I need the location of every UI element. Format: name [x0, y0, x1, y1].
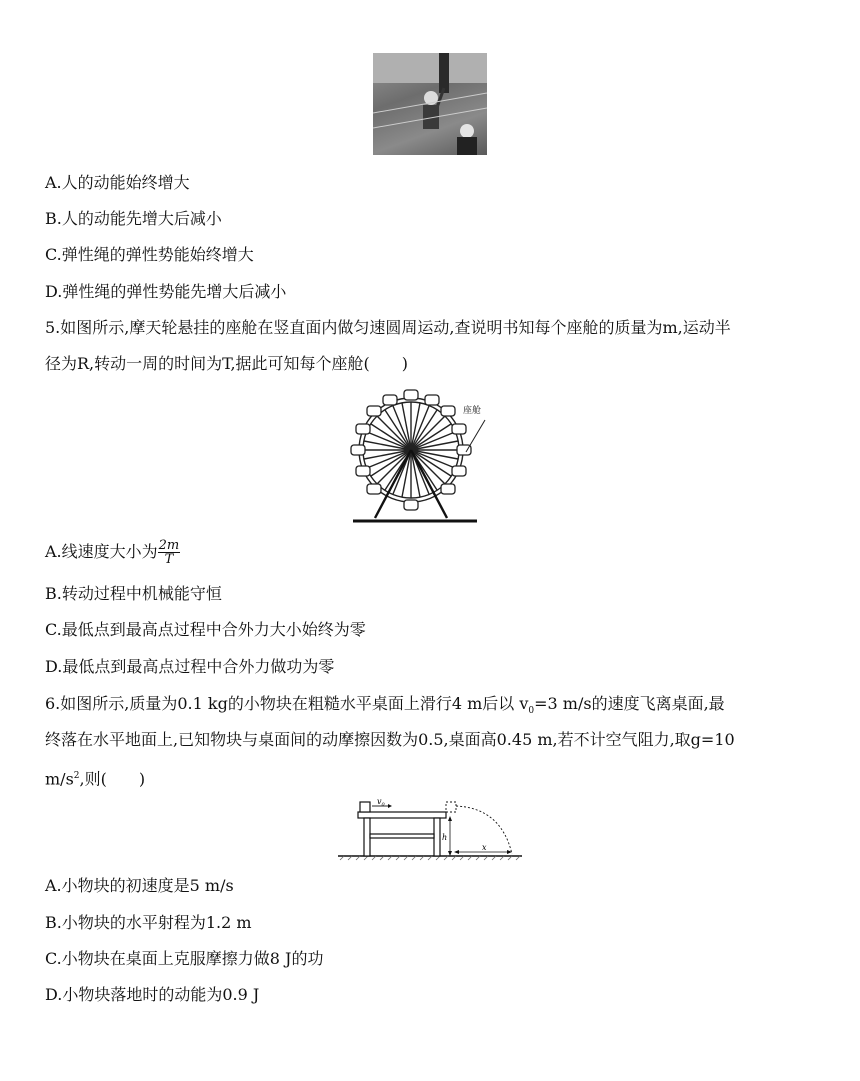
q5-stem-line2: 径为R,转动一周的时间为T,据此可知每个座舱( ): [45, 354, 409, 373]
v-subscript: 0: [381, 802, 385, 808]
q6-option-c: C.小物块在桌面上克服摩擦力做8 J的功: [45, 949, 324, 968]
q4-option-d: D.弹性绳的弹性势能先增大后减小: [45, 282, 287, 301]
q6-stem-line3-sup: 2: [73, 771, 80, 781]
bungee-photo-drawing: [373, 53, 487, 155]
table-projectile-drawing: [336, 796, 526, 864]
q6-option-a: A.小物块的初速度是5 m/s: [45, 876, 234, 895]
q6-stem-line1-b: =3 m/s的速度飞离桌面,最: [534, 694, 725, 713]
v-symbol: v: [377, 797, 382, 806]
q6-option-d: D.小物块落地时的动能为0.9 J: [45, 985, 260, 1004]
ferris-wheel-figure: [345, 382, 495, 527]
cabin-label: 座舱: [463, 406, 482, 416]
ferris-wheel-drawing: [345, 382, 495, 527]
q4-option-b: B.人的动能先增大后减小: [45, 209, 222, 228]
h-label: h: [442, 833, 448, 842]
q6-stem-line2: 终落在水平地面上,已知物块与桌面间的动摩擦因数为0.5,桌面高0.45 m,若不计空气阻力,取g=10: [45, 730, 735, 749]
q6-stem-line1: [45, 694, 725, 721]
q5-stem-line1: 5.如图所示,摩天轮悬挂的座舱在竖直面内做匀速圆周运动,查说明书知每个座舱的质量为m,运动半: [45, 318, 731, 337]
q5-option-b: B.转动过程中机械能守恒: [45, 584, 222, 603]
q5-option-c: C.最低点到最高点过程中合外力大小始终为零: [45, 620, 366, 639]
q6-stem-line3-b: ,则( ): [79, 769, 146, 789]
q4-option-c: C.弹性绳的弹性势能始终增大: [45, 245, 254, 264]
q6-stem-line1-a: 6.如图所示,质量为0.1 kg的小物块在粗糙水平桌面上滑行4 m后以 v: [45, 694, 529, 713]
x-label: x: [482, 843, 487, 852]
fraction-numerator: 2m: [158, 538, 180, 553]
table-projectile-figure: [336, 796, 526, 864]
q6-option-b: B.小物块的水平射程为1.2 m: [45, 913, 252, 932]
fraction-denominator: T: [164, 552, 174, 567]
q6-stem-line1-sub: 0: [528, 706, 535, 717]
q6-stem-line3-a: m/s: [45, 769, 74, 789]
q5-option-a: [45, 539, 180, 566]
q6-stem-line3: [45, 766, 145, 789]
q5-option-a-prefix: A.线速度大小为: [45, 542, 158, 561]
bungee-photo: [373, 53, 487, 155]
q5-option-d: D.最低点到最高点过程中合外力做功为零: [45, 657, 335, 676]
q4-option-a: A.人的动能始终增大: [45, 173, 190, 192]
q5-option-a-fraction: [158, 539, 181, 566]
